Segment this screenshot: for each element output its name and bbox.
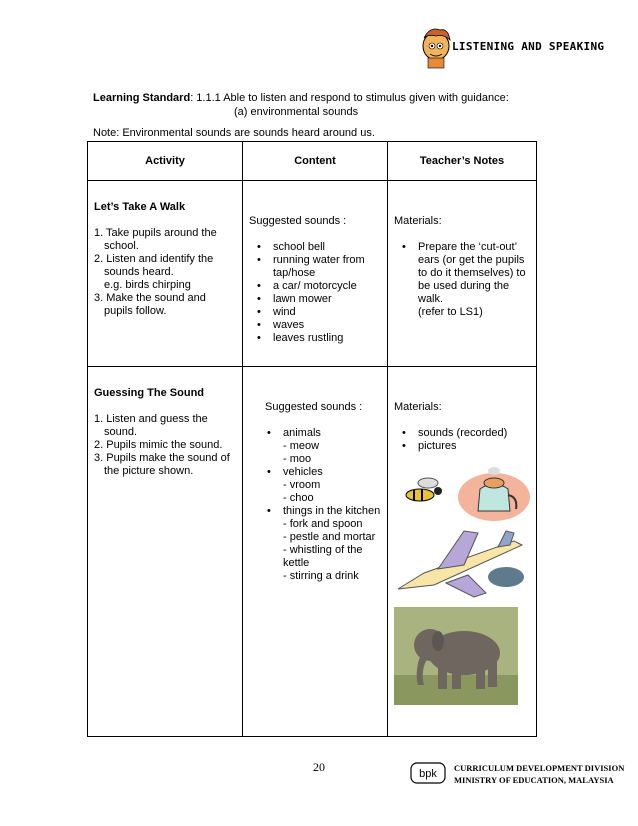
notes-heading: Materials: xyxy=(394,401,442,413)
list-item: • running water from tap/hose xyxy=(273,254,381,280)
page-number: 20 xyxy=(313,760,325,774)
content-heading: Suggested sounds : xyxy=(249,215,347,227)
list-item: 2. Pupils mimic the sound. xyxy=(94,439,223,451)
notes-cell xyxy=(388,181,537,367)
standard-text: : 1.1.1 Able to listen and respond to stimulus given with guidance: xyxy=(190,92,509,104)
learning-standard xyxy=(93,91,509,119)
list-item: • waves xyxy=(273,319,381,332)
activity-cell xyxy=(88,181,243,367)
elephant-image xyxy=(394,607,518,705)
section-title: Guessing The Sound xyxy=(94,387,205,399)
header-notes: Teacher’s Notes xyxy=(388,142,537,181)
airplane-image xyxy=(394,529,530,599)
pictures xyxy=(394,465,530,705)
notes-cell xyxy=(388,367,537,737)
list-item: • Prepare the ‘cut-out’ ears (or get the pupils to do it themselves) to be used during the walk. (refer to LS1) xyxy=(418,241,530,319)
list-item: 1. Listen and guess the sound. xyxy=(94,413,208,438)
list-item: • animals - meow - moo xyxy=(283,427,381,466)
table-row xyxy=(88,367,537,737)
bpk-logo xyxy=(410,762,446,784)
svg-text:bpk: bpk xyxy=(419,768,437,780)
list-item: • a car/ motorcycle xyxy=(273,280,381,293)
section-title: Let’s Take A Walk xyxy=(94,201,186,213)
content-cell xyxy=(243,181,388,367)
content-cell xyxy=(243,367,388,737)
footer-org: CURRICULUM DEVELOPMENT DIVISION MINISTRY OF EDUCATION, MALAYSIA xyxy=(454,763,625,785)
table-row xyxy=(88,181,537,367)
header-title: LISTENING AND SPEAKING xyxy=(452,40,605,53)
notes-heading: Materials: xyxy=(394,215,442,227)
example-text: e.g. birds chirping xyxy=(104,279,191,291)
list-item: 3. Pupils make the sound of the picture shown. xyxy=(94,452,230,477)
lesson-table xyxy=(87,141,537,737)
list-item: 1. Take pupils around the school. xyxy=(94,227,217,252)
activity-cell xyxy=(88,367,243,737)
note: Note: Environmental sounds are sounds heard around us. xyxy=(93,127,375,139)
standard-label: Learning Standard xyxy=(93,92,191,104)
content-heading: Suggested sounds : xyxy=(265,401,363,413)
list-item: 3. Make the sound and pupils follow. xyxy=(94,292,206,317)
list-item: • vehicles - vroom - choo xyxy=(283,466,381,505)
list-item: • pictures xyxy=(418,440,530,453)
list-item: • wind xyxy=(273,306,381,319)
list-item: 2. Listen and identify the sounds heard. e.g. birds chirping xyxy=(94,253,214,291)
header-activity: Activity xyxy=(88,142,243,181)
table-header-row xyxy=(88,142,537,181)
list-item: • school bell xyxy=(273,241,381,254)
wasp-icon xyxy=(406,478,442,501)
list-item: • lawn mower xyxy=(273,293,381,306)
standard-sub: (a) environmental sounds xyxy=(234,106,359,118)
header-content: Content xyxy=(243,142,388,181)
list-item: • sounds (recorded) xyxy=(418,427,530,440)
wasp-and-kettle-image xyxy=(394,465,530,525)
list-item: • things in the kitchen - fork and spoon - pestle and mortar - whistling of the kettle - stirring a drink xyxy=(283,505,381,583)
list-item: • leaves rustling xyxy=(273,332,381,345)
